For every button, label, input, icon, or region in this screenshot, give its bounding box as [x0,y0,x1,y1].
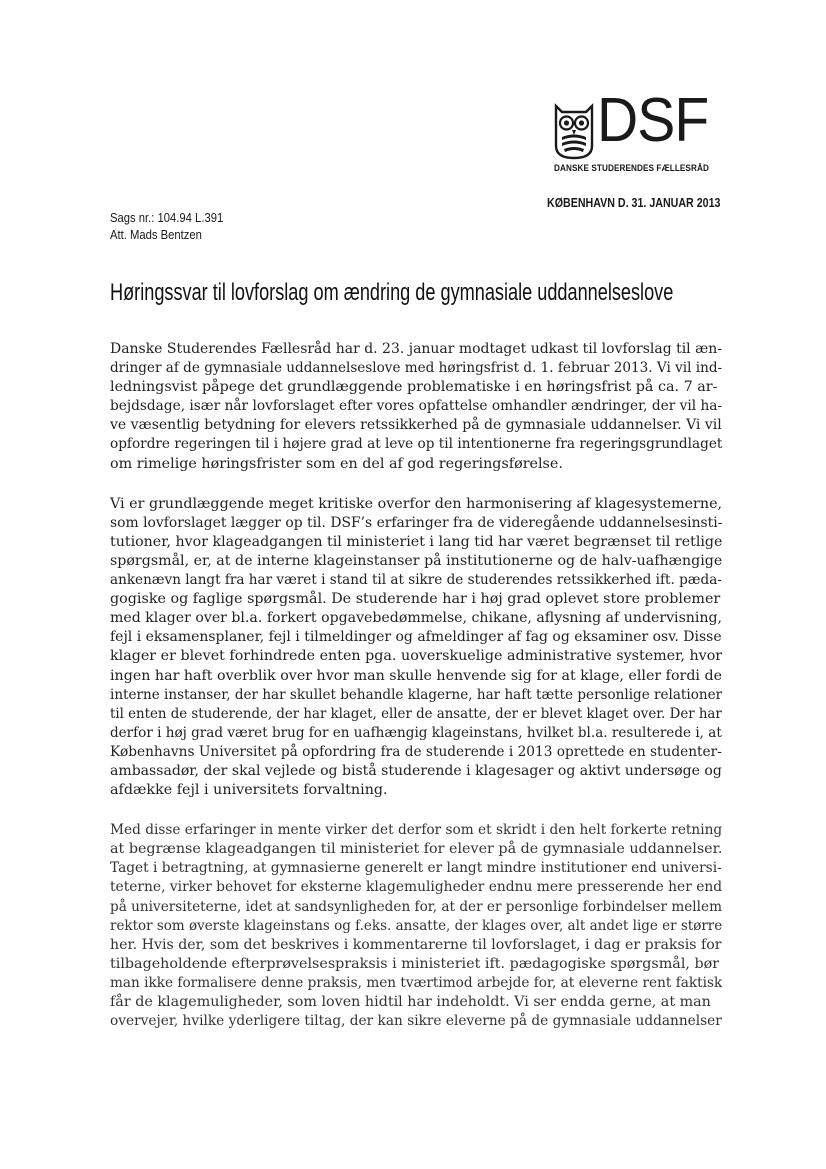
place-date: KØBENHAVN D. 31. JANUAR 2013 [546,195,720,210]
text-line: med klager over bl.a. forkert opgavebedømmelse, chikane, aflysning af undervisning, [110,610,723,627]
text-line: ambassadør, der skal vejlede og bistå studerende i klagesager og aktivt undersøge og [110,762,722,779]
text-line: Vi er grundlæggende meget kritiske overfor den harmonisering af klagesystemerne, [110,495,723,512]
owl-icon [553,102,595,160]
text-line: rektor som øverste klageinstans og f.eks. ansatte, der klages over, alt andet lige er større [110,917,723,934]
text-line: derfor i høj grad været brug for en uafhængig klageinstans, hvilket bl.a. resulterede i, at [110,724,722,741]
text-line: Københavns Universitet på opfordring fra de studerende i 2013 oprettede en studenter- [110,743,722,760]
paragraph [110,495,722,801]
paragraph [110,340,722,474]
text-line: teterne, virker behovet for eksterne klagemuligheder endnu mere presserende her end [110,879,723,896]
text-line: får de klagemuligheder, som loven hidtil har indeholdt. Vi ser endda gerne, at man [110,994,711,1010]
text-line: ledningsvist påpege det grundlæggende problematiske i en høringsfrist på ca. 7 ar- [110,379,718,396]
case-number: Sags nr.: 104.94 L.391 [110,211,224,225]
dsf-logo [553,86,723,180]
text-line: om rimelige høringsfrister som en del af god regeringsførelse. [110,455,563,472]
text-line: ingen har haft overblik over hvor man skulle henvende sig for at klage, eller fordi de [110,667,723,684]
text-line: fejl i eksamensplaner, fejl i tilmeldinger og afmeldinger af fag og eksaminer osv. Disse [110,629,722,646]
text-line: afdække fejl i universitets forvaltning. [110,782,388,799]
text-line: overvejer, hvilke yderligere tiltag, der kan sikre eleverne på de gymnasiale uddannelser [110,1013,722,1030]
text-line: tutioner, hvor klageadgangen til ministeriet i lang tid har været begrænset til retlige [110,533,723,550]
text-line: her. Hvis der, som det beskrives i kommentarerne til lovforslaget, i dag er praksis for [110,936,722,953]
text-line: interne instanser, der har skullet behandle klagerne, har haft tætte personlige relationer [110,686,723,703]
text-line: bejdsdage, især når lovforslaget efter vores opfattelse omhandler ændringer, der vil ha- [110,398,723,415]
text-line: som lovforslaget lægger op til. DSF’s erfaringer fra de videregående uddannelsesinsti- [110,514,723,531]
text-line: opfordre regeringen til i højere grad at leve op til intentionerne fra regeringsgrundlaget [110,436,723,453]
text-line: at begrænse klageadgangen til ministeriet for elever på de gymnasiale uddannelser. [110,841,723,858]
meta-block [110,210,223,244]
text-line: til enten de studerende, der har klaget, eller de ansatte, der er blevet klaget over. Der har [110,705,722,722]
text-line: Taget i betragtning, at gymnasierne generelt er langt mindre institutioner end universi- [110,860,722,877]
text-line: ankenævn langt fra har været i stand til at sikre de studerendes retssikkerhed ift. pæda- [110,572,722,589]
text-line: Danske Studerendes Fællesråd har d. 23. januar modtaget udkast til lovforslag til æn- [110,341,722,357]
document-body [110,340,722,1052]
text-line: på universiteterne, idet at sandsynligheden for, at der er personlige forbindelser mellem [110,898,722,915]
text-line: tilbageholdende efterprøvelsespraksis i ministeriet ift. pædagogiske spørgsmål, bør [110,955,720,972]
paragraph [110,821,722,1031]
text-line: man ikke formalisere denne praksis, men tværtimod arbejde for, at eleverne rent faktisk [110,974,723,991]
text-line: Med disse erfaringer in mente virker det derfor som et skridt i den helt forkerte retning [110,822,723,839]
attention-line: Att. Mads Bentzen [110,228,202,242]
text-line: ve væsentlig betydning for elevers retssikkerhed på de gymnasiale uddannelser. Vi vil [110,417,722,434]
text-line: dringer af de gymnasiale uddannelseslove med høringsfrist d. 1. februar 2013. Vi vil ind- [110,360,723,377]
text-line: klager er blevet forhindrede enten pga. uoverskuelige administrative systemer, hvor [110,648,723,665]
logo-wordmark: DSF [597,86,709,155]
logo-subtitle: DANSKE STUDERENDES FÆLLESRÅD [554,163,709,174]
document-title: Høringssvar til lovforslag om ændring de gymnasiale uddannelseslove [110,279,674,306]
text-line: gogiske og faglige spørgsmål. De studerende har i høj grad oplevet store problemer [110,591,721,608]
text-line: spørgsmål, er, at de interne klageinstanser på institutionerne og de halv-uafhængige [110,552,723,569]
